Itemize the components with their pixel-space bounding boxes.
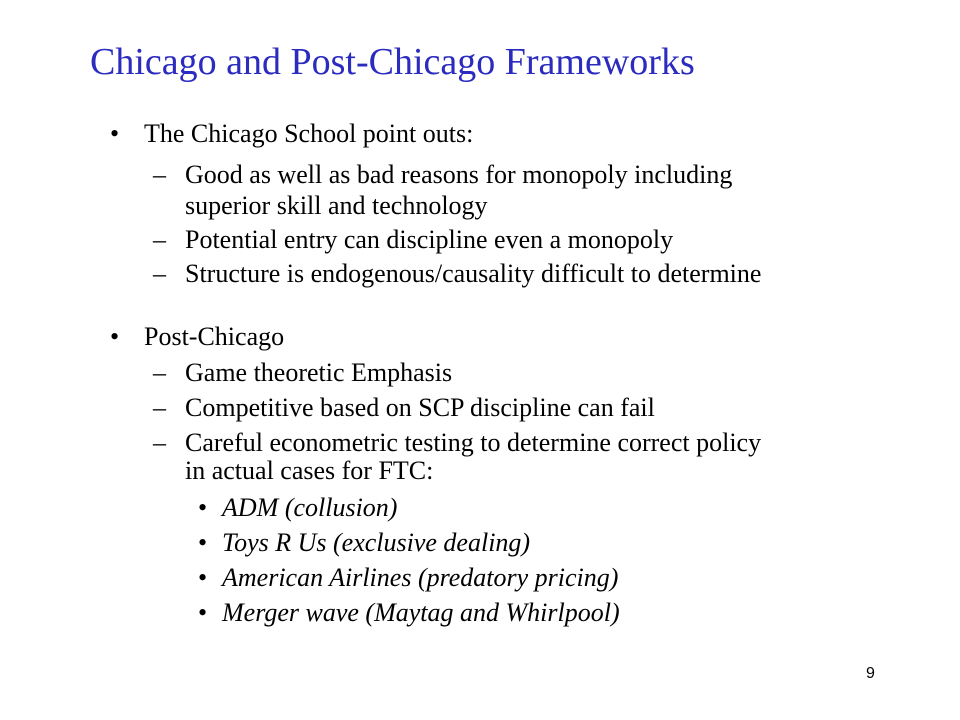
subpoint-text: superior skill and technology (185, 191, 488, 220)
dash-marker: – (153, 160, 166, 189)
bullet-marker: • (198, 563, 208, 592)
bullet-text: The Chicago School point outs: (144, 119, 474, 148)
dash-marker: – (153, 225, 166, 254)
dash-marker: – (153, 428, 166, 457)
subpoint-text: in actual cases for FTC: (185, 456, 434, 485)
case-text: ADM (collusion) (222, 493, 398, 522)
bullet-marker: • (110, 119, 120, 148)
bullet-marker: • (198, 528, 208, 557)
dash-marker: – (153, 393, 166, 422)
subpoint-text: Structure is endogenous/causality difficult to determine (185, 259, 762, 288)
bullet-marker: • (198, 493, 208, 522)
dash-marker: – (153, 259, 166, 288)
case-text: Toys R Us (exclusive dealing) (222, 528, 531, 557)
page-number: 9 (866, 665, 875, 682)
bullet-text: Post-Chicago (144, 322, 285, 351)
case-text: American Airlines (predatory pricing) (222, 563, 619, 592)
dash-marker: – (153, 358, 166, 387)
subpoint-text: Potential entry can discipline even a monopoly (185, 225, 674, 254)
subpoint-text: Good as well as bad reasons for monopoly including (185, 160, 733, 189)
bullet-marker: • (198, 598, 208, 627)
subpoint-text: Careful econometric testing to determine correct policy (185, 428, 762, 457)
bullet-marker: • (110, 322, 120, 351)
subpoint-text: Game theoretic Emphasis (185, 358, 453, 387)
case-text: Merger wave (Maytag and Whirlpool) (222, 598, 620, 627)
subpoint-text: Competitive based on SCP discipline can fail (185, 393, 655, 422)
slide-title: Chicago and Post-Chicago Frameworks (90, 41, 695, 83)
